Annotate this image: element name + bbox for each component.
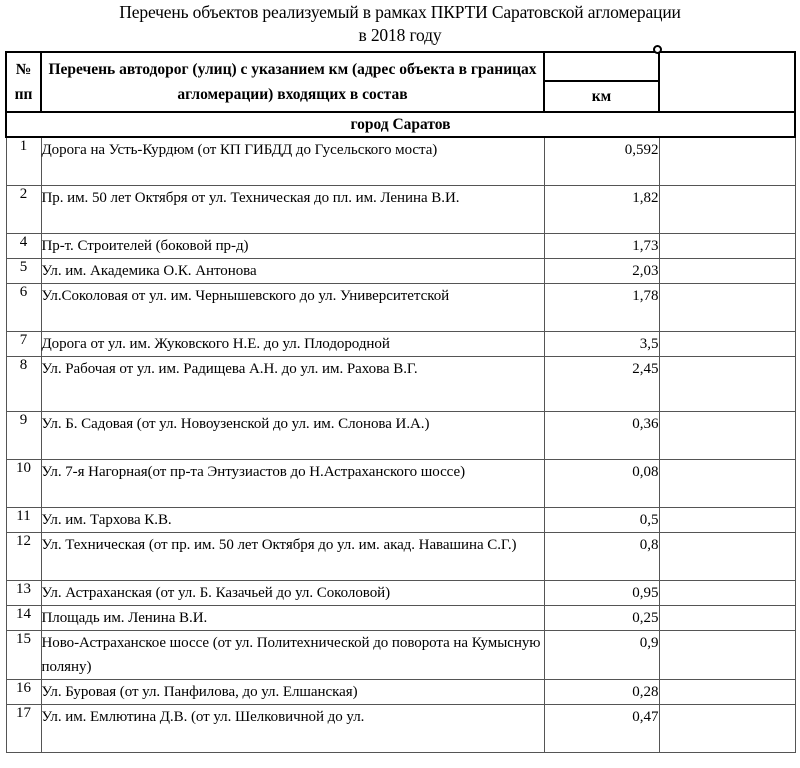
row-number: 9: [6, 411, 41, 459]
row-road-name: Ул. Б. Садовая (от ул. Новоузенской до ул. им. Слонова И.А.): [41, 411, 544, 459]
page-title-line-1: Перечень объектов реализуемый в рамках ПКРТИ Саратовской агломерации: [119, 2, 681, 22]
row-number: 5: [6, 258, 41, 283]
column-header-km: км: [544, 81, 659, 112]
row-km-value: 0,36: [544, 411, 659, 459]
section-label-city: город Саратов: [6, 112, 795, 137]
column-header-number-line-2: пп: [14, 86, 33, 103]
row-extra-cell[interactable]: [659, 185, 795, 233]
row-number: 14: [6, 605, 41, 630]
row-road-name: Площадь им. Ленина В.И.: [41, 605, 544, 630]
row-number: 13: [6, 580, 41, 605]
row-extra-cell[interactable]: [659, 679, 795, 704]
objects-table: [5, 51, 796, 753]
row-road-name: Ул. им. Академика О.К. Антонова: [41, 258, 544, 283]
column-header-extra: [659, 52, 795, 112]
row-km-value: 0,95: [544, 580, 659, 605]
table-row[interactable]: [6, 233, 795, 258]
row-road-name: Ул. им. Емлютина Д.В. (от ул. Шелковичной до ул.: [41, 704, 544, 752]
table-row[interactable]: [6, 704, 795, 752]
table-row[interactable]: [6, 580, 795, 605]
row-extra-cell[interactable]: [659, 532, 795, 580]
row-extra-cell[interactable]: [659, 283, 795, 331]
row-extra-cell[interactable]: [659, 704, 795, 752]
table-header: [6, 52, 795, 112]
row-km-value: 0,8: [544, 532, 659, 580]
row-number: 6: [6, 283, 41, 331]
row-road-name: Ул.Соколовая от ул. им. Чернышевского до ул. Университетской: [41, 283, 544, 331]
row-road-name: Ул. Рабочая от ул. им. Радищева А.Н. до ул. им. Рахова В.Г.: [41, 356, 544, 411]
table-row[interactable]: [6, 283, 795, 331]
row-extra-cell[interactable]: [659, 459, 795, 507]
row-road-name: Ул. им. Тархова К.В.: [41, 507, 544, 532]
row-km-value: 0,9: [544, 630, 659, 679]
table-body: [6, 137, 795, 752]
row-extra-cell[interactable]: [659, 258, 795, 283]
column-header-number-line-1: №: [15, 61, 32, 78]
row-road-name: Дорога от ул. им. Жуковского Н.Е. до ул. Плодородной: [41, 331, 544, 356]
table-header-row: [6, 52, 795, 81]
table-row[interactable]: [6, 459, 795, 507]
row-km-value: 0,28: [544, 679, 659, 704]
row-km-value: 0,08: [544, 459, 659, 507]
row-number: 4: [6, 233, 41, 258]
row-km-value: 1,73: [544, 233, 659, 258]
objects-table-wrapper: [5, 51, 794, 753]
page-title: [14, 0, 786, 47]
row-extra-cell[interactable]: [659, 331, 795, 356]
row-road-name: Дорога на Усть-Курдюм (от КП ГИБДД до Гусельского моста): [41, 137, 544, 185]
row-number: 1: [6, 137, 41, 185]
row-number: 8: [6, 356, 41, 411]
row-road-name: Ул. Буровая (от ул. Панфилова, до ул. Елшанская): [41, 679, 544, 704]
row-km-value: 0,25: [544, 605, 659, 630]
row-km-value: 0,592: [544, 137, 659, 185]
row-km-value: 2,03: [544, 258, 659, 283]
row-extra-cell[interactable]: [659, 507, 795, 532]
table-row[interactable]: [6, 331, 795, 356]
row-extra-cell[interactable]: [659, 233, 795, 258]
row-road-name: Ново-Астраханское шоссе (от ул. Политехнической до поворота на Кумысную поляну): [41, 630, 544, 679]
row-extra-cell[interactable]: [659, 630, 795, 679]
column-header-number: [6, 52, 41, 112]
row-number: 12: [6, 532, 41, 580]
row-road-name: Ул. Техническая (от пр. им. 50 лет Октября до ул. им. акад. Навашина С.Г.): [41, 532, 544, 580]
row-road-name: Ул. Астраханская (от ул. Б. Казачьей до ул. Соколовой): [41, 580, 544, 605]
row-road-name: Ул. 7-я Нагорная(от пр-та Энтузиастов до Н.Астраханского шоссе): [41, 459, 544, 507]
row-road-name: Пр-т. Строителей (боковой пр-д): [41, 233, 544, 258]
row-km-value: 3,5: [544, 331, 659, 356]
row-km-value: 0,47: [544, 704, 659, 752]
row-extra-cell[interactable]: [659, 580, 795, 605]
section-row-city: [6, 112, 795, 137]
row-road-name: Пр. им. 50 лет Октября от ул. Техническая до пл. им. Ленина В.И.: [41, 185, 544, 233]
row-number: 17: [6, 704, 41, 752]
page-title-line-2: в 2018 году: [358, 25, 442, 45]
table-row[interactable]: [6, 258, 795, 283]
table-row[interactable]: [6, 605, 795, 630]
row-km-value: 1,78: [544, 283, 659, 331]
row-number: 10: [6, 459, 41, 507]
row-number: 16: [6, 679, 41, 704]
table-row[interactable]: [6, 185, 795, 233]
table-row[interactable]: [6, 679, 795, 704]
row-number: 11: [6, 507, 41, 532]
row-number: 7: [6, 331, 41, 356]
row-extra-cell[interactable]: [659, 411, 795, 459]
row-extra-cell[interactable]: [659, 605, 795, 630]
table-row[interactable]: [6, 356, 795, 411]
table-section-header: [6, 112, 795, 137]
row-km-value: 2,45: [544, 356, 659, 411]
row-extra-cell[interactable]: [659, 356, 795, 411]
column-header-km-top: [544, 52, 659, 81]
table-row[interactable]: [6, 532, 795, 580]
table-row[interactable]: [6, 507, 795, 532]
cell-selection-handle-icon[interactable]: [653, 45, 662, 54]
row-number: 2: [6, 185, 41, 233]
row-extra-cell[interactable]: [659, 137, 795, 185]
row-number: 15: [6, 630, 41, 679]
table-row[interactable]: [6, 137, 795, 185]
column-header-road-list: Перечень автодорог (улиц) с указанием км (адрес объекта в границах агломерации) входящих в состав: [41, 52, 544, 112]
row-km-value: 1,82: [544, 185, 659, 233]
table-row[interactable]: [6, 411, 795, 459]
table-row[interactable]: [6, 630, 795, 679]
row-km-value: 0,5: [544, 507, 659, 532]
